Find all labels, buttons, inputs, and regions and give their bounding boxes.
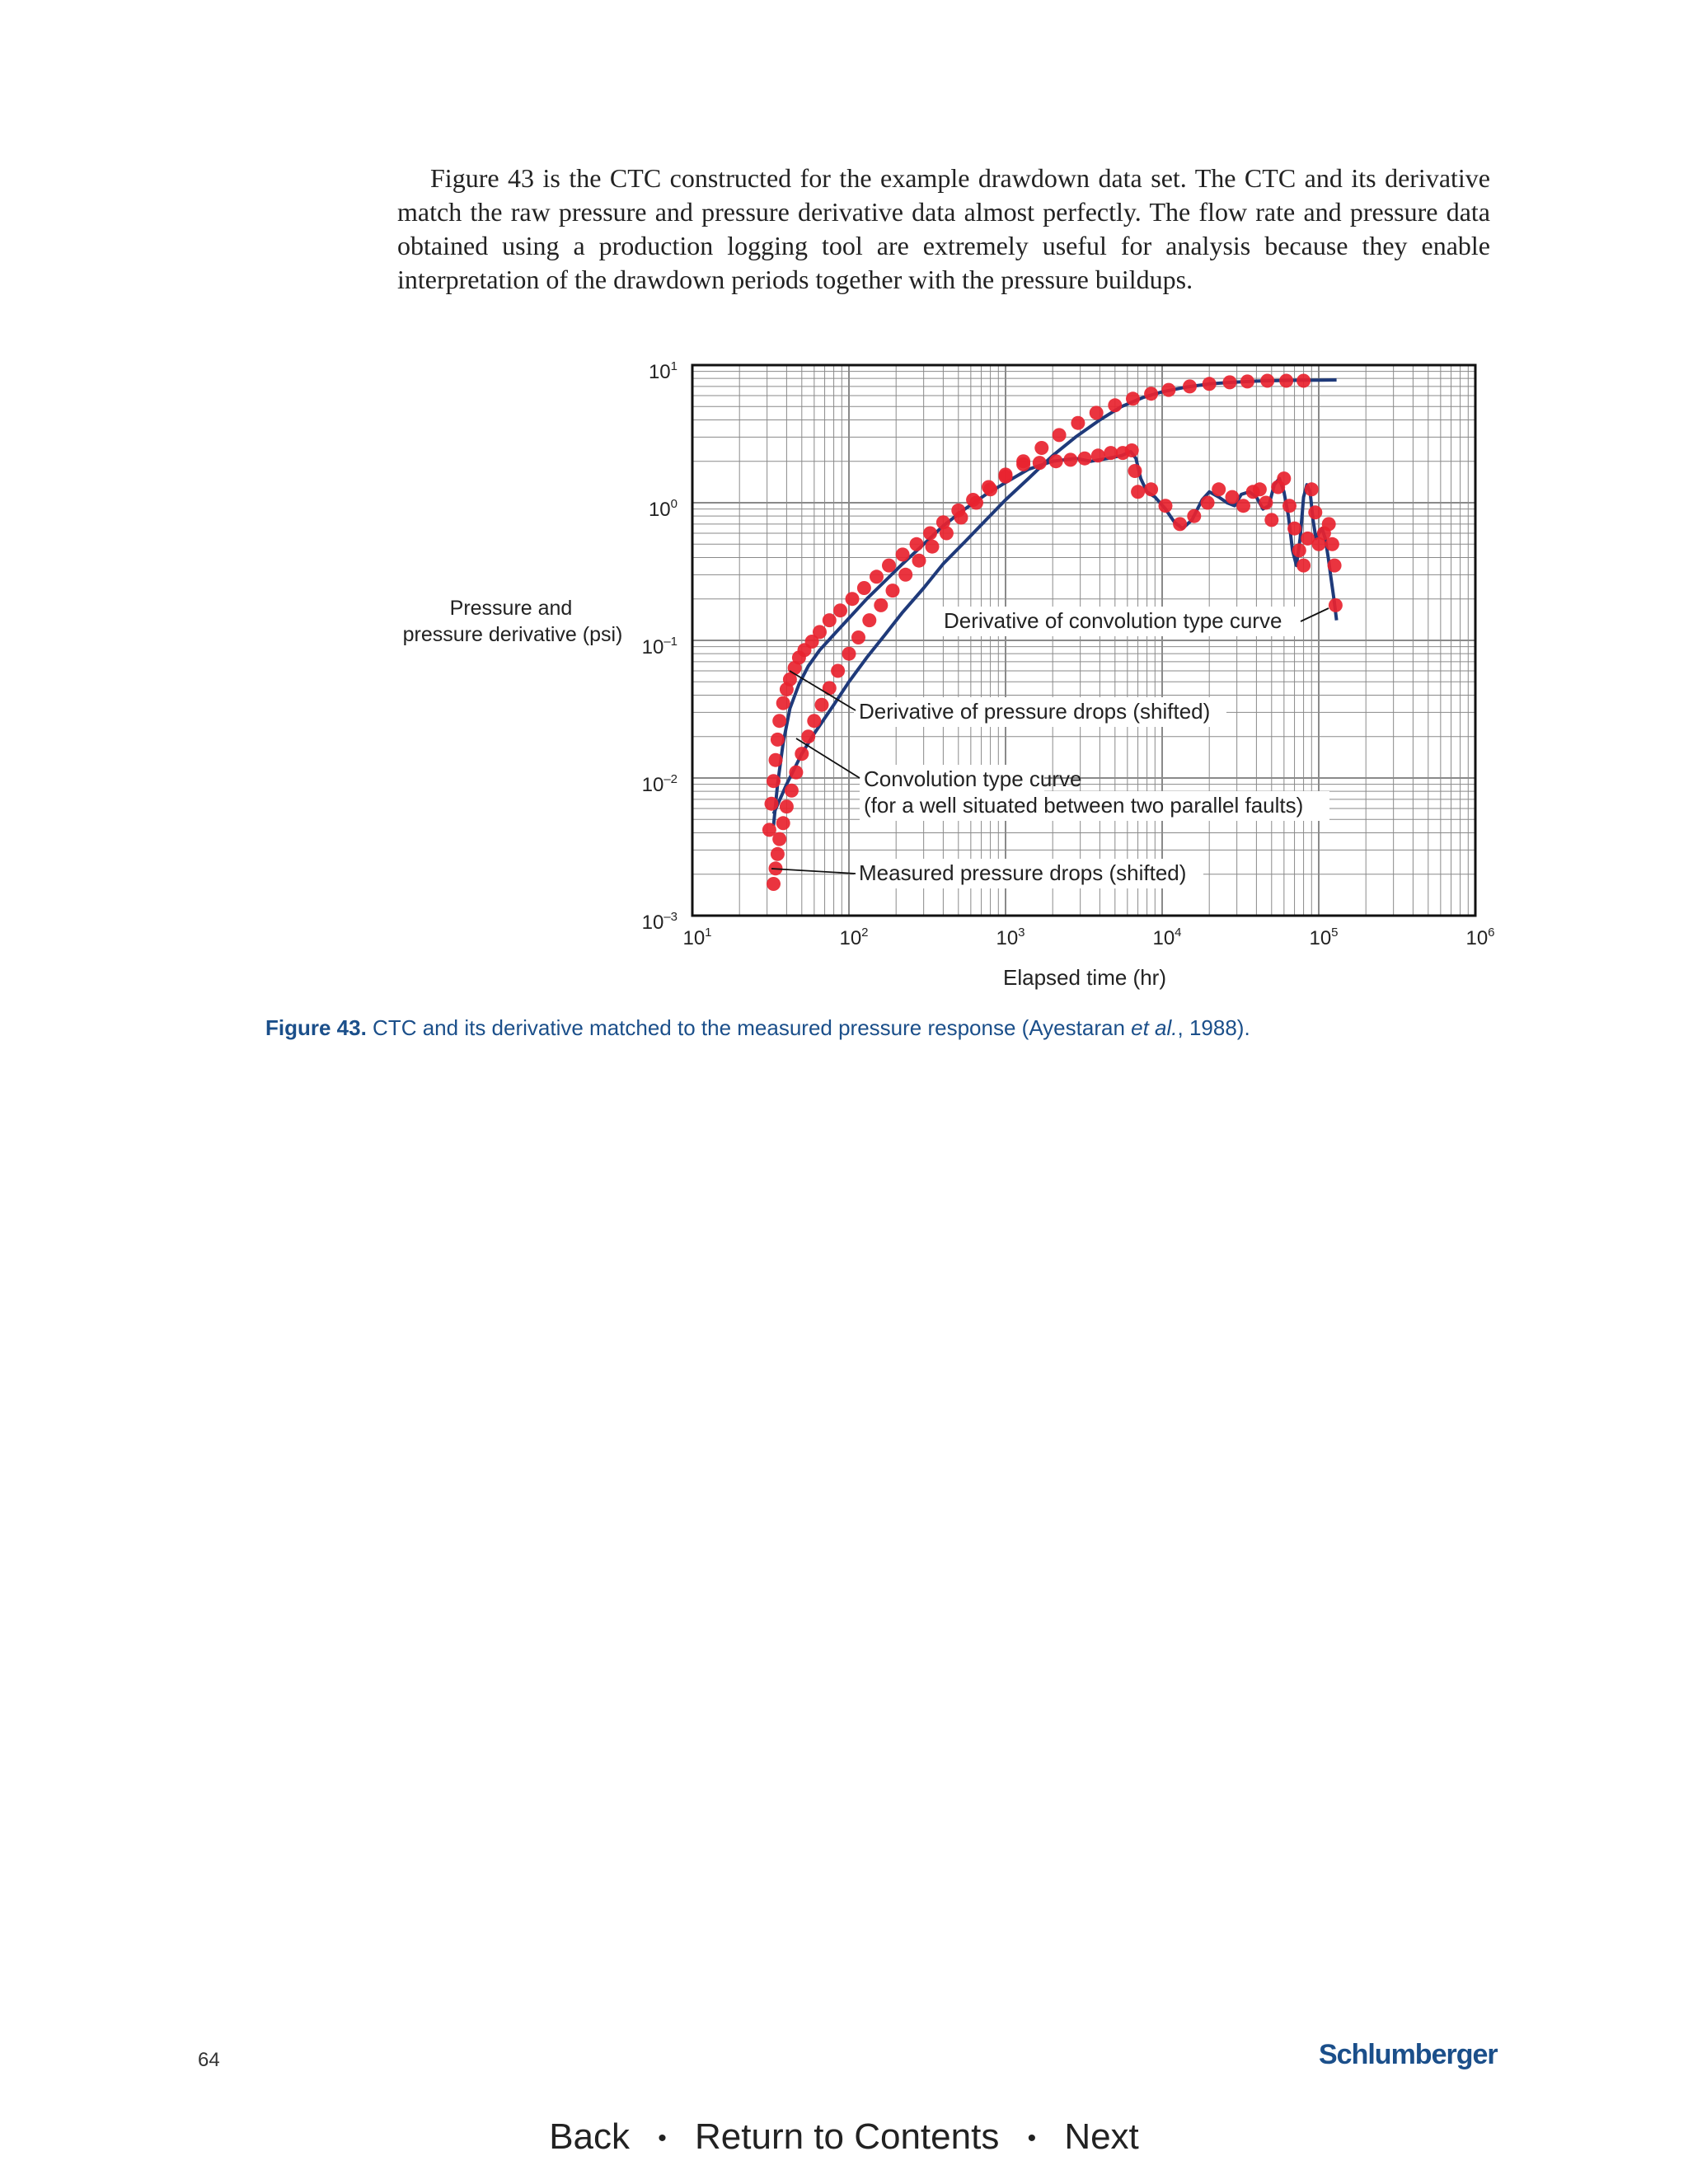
nav-separator: • bbox=[1027, 2125, 1037, 2153]
x-tick-base: 10 bbox=[1465, 927, 1489, 949]
data-point-derivative-of-pressure-drops-shifted bbox=[813, 625, 827, 639]
y-axis-label-line1: Pressure and bbox=[449, 597, 573, 620]
x-tick-base: 10 bbox=[1152, 927, 1175, 949]
data-point-derivative-of-pressure-drops-shifted bbox=[1187, 509, 1201, 523]
data-point-measured-pressure-drops-shifted bbox=[898, 568, 912, 582]
data-point-derivative-of-pressure-drops-shifted bbox=[1226, 490, 1240, 504]
data-point-measured-pressure-drops-shifted bbox=[771, 847, 785, 861]
data-point-measured-pressure-drops-shifted bbox=[815, 698, 829, 712]
data-point-measured-pressure-drops-shifted bbox=[874, 598, 888, 612]
data-point-derivative-of-pressure-drops-shifted bbox=[1329, 598, 1343, 612]
data-point-derivative-of-pressure-drops-shifted bbox=[772, 714, 786, 728]
data-point-derivative-of-pressure-drops-shifted bbox=[882, 559, 896, 573]
data-point-measured-pressure-drops-shifted bbox=[789, 766, 803, 780]
data-point-measured-pressure-drops-shifted bbox=[831, 664, 845, 678]
data-point-derivative-of-pressure-drops-shifted bbox=[1253, 482, 1267, 496]
data-point-derivative-of-pressure-drops-shifted bbox=[771, 733, 785, 747]
data-point-derivative-of-pressure-drops-shifted bbox=[870, 569, 884, 583]
y-tick-base: 10 bbox=[641, 636, 664, 658]
x-tick-base: 10 bbox=[682, 927, 706, 949]
data-point-measured-pressure-drops-shifted bbox=[1126, 391, 1140, 405]
data-point-derivative-of-pressure-drops-shifted bbox=[1159, 499, 1173, 513]
x-tick-base: 10 bbox=[839, 927, 862, 949]
data-point-derivative-of-pressure-drops-shifted bbox=[1033, 456, 1047, 470]
x-tick-exponent: 4 bbox=[1175, 926, 1182, 940]
data-point-derivative-of-pressure-drops-shifted bbox=[936, 515, 950, 529]
leader-measured-drops bbox=[771, 869, 856, 874]
chart-figure bbox=[0, 0, 1688, 1014]
caption-figure-number: Figure 43. bbox=[265, 1015, 367, 1040]
data-point-derivative-of-pressure-drops-shifted bbox=[765, 797, 779, 811]
data-point-derivative-of-pressure-drops-shifted bbox=[846, 592, 860, 606]
data-point-measured-pressure-drops-shifted bbox=[1053, 428, 1067, 442]
y-tick-exponent: –3 bbox=[663, 910, 678, 924]
next-link[interactable]: Next bbox=[1064, 2116, 1139, 2157]
y-tick-labels bbox=[642, 359, 678, 934]
data-point-measured-pressure-drops-shifted bbox=[1034, 441, 1048, 455]
y-tick-exponent: 0 bbox=[670, 497, 678, 511]
data-point-derivative-of-pressure-drops-shifted bbox=[923, 527, 937, 541]
x-tick-labels bbox=[682, 926, 1494, 949]
data-point-derivative-of-pressure-drops-shifted bbox=[999, 467, 1013, 481]
data-point-derivative-of-pressure-drops-shifted bbox=[1016, 457, 1030, 471]
y-tick-label bbox=[649, 497, 678, 521]
y-tick-exponent: 1 bbox=[670, 359, 678, 373]
data-point-derivative-of-pressure-drops-shifted bbox=[1144, 482, 1158, 496]
data-point-derivative-of-pressure-drops-shifted bbox=[1325, 537, 1339, 551]
x-tick-label bbox=[1309, 926, 1338, 949]
data-point-derivative-of-pressure-drops-shifted bbox=[833, 603, 847, 617]
y-tick-label bbox=[642, 772, 678, 796]
annotation-measured-drops: Measured pressure drops (shifted) bbox=[859, 860, 1187, 885]
data-point-measured-pressure-drops-shifted bbox=[862, 613, 876, 627]
data-point-derivative-of-pressure-drops-shifted bbox=[1201, 496, 1215, 510]
data-point-derivative-of-pressure-drops-shifted bbox=[951, 504, 965, 518]
data-point-derivative-of-pressure-drops-shifted bbox=[1328, 559, 1342, 573]
y-tick-base: 10 bbox=[648, 361, 671, 383]
x-tick-label bbox=[1152, 926, 1181, 949]
y-tick-label bbox=[649, 359, 678, 383]
x-tick-exponent: 6 bbox=[1488, 926, 1495, 940]
x-tick-exponent: 1 bbox=[705, 926, 712, 940]
data-point-derivative-of-pressure-drops-shifted bbox=[896, 547, 910, 561]
data-point-derivative-of-pressure-drops-shifted bbox=[769, 753, 783, 767]
data-point-measured-pressure-drops-shifted bbox=[1090, 405, 1104, 419]
data-point-derivative-of-pressure-drops-shifted bbox=[910, 537, 924, 551]
data-point-measured-pressure-drops-shifted bbox=[767, 877, 781, 891]
x-tick-exponent: 5 bbox=[1331, 926, 1339, 940]
return-to-contents-link[interactable]: Return to Contents bbox=[695, 2116, 1000, 2157]
page-navigation bbox=[0, 2116, 1688, 2158]
data-point-derivative-of-pressure-drops-shifted bbox=[1264, 513, 1278, 527]
data-point-derivative-of-pressure-drops-shifted bbox=[1287, 522, 1301, 536]
data-point-derivative-of-pressure-drops-shifted bbox=[762, 823, 776, 837]
data-point-derivative-of-pressure-drops-shifted bbox=[1236, 499, 1250, 513]
data-point-derivative-of-pressure-drops-shifted bbox=[1212, 482, 1226, 496]
x-tick-exponent: 2 bbox=[861, 926, 869, 940]
data-point-derivative-of-pressure-drops-shifted bbox=[1063, 452, 1077, 466]
data-point-derivative-of-pressure-drops-shifted bbox=[982, 480, 996, 494]
back-link[interactable]: Back bbox=[549, 2116, 631, 2157]
data-point-measured-pressure-drops-shifted bbox=[795, 747, 809, 761]
data-point-measured-pressure-drops-shifted bbox=[1071, 416, 1085, 430]
data-point-derivative-of-pressure-drops-shifted bbox=[1125, 443, 1139, 457]
data-point-derivative-of-pressure-drops-shifted bbox=[767, 774, 781, 788]
data-point-measured-pressure-drops-shifted bbox=[842, 647, 856, 661]
data-point-measured-pressure-drops-shifted bbox=[1223, 375, 1237, 389]
data-point-derivative-of-pressure-drops-shifted bbox=[1308, 505, 1322, 519]
y-tick-label bbox=[642, 635, 678, 658]
data-point-derivative-of-pressure-drops-shifted bbox=[1131, 485, 1145, 499]
y-tick-base: 10 bbox=[641, 774, 664, 796]
data-point-measured-pressure-drops-shifted bbox=[1296, 374, 1311, 388]
data-point-measured-pressure-drops-shifted bbox=[1144, 387, 1158, 401]
data-point-measured-pressure-drops-shifted bbox=[780, 799, 794, 813]
data-point-derivative-of-pressure-drops-shifted bbox=[1259, 496, 1273, 510]
data-point-measured-pressure-drops-shifted bbox=[912, 554, 926, 568]
leader-layer bbox=[771, 608, 1329, 874]
data-point-derivative-of-pressure-drops-shifted bbox=[1322, 517, 1336, 531]
data-point-measured-pressure-drops-shifted bbox=[1161, 383, 1175, 397]
data-point-derivative-of-pressure-drops-shifted bbox=[776, 696, 790, 710]
annotation-derivative-ctc: Derivative of convolution type curve bbox=[944, 608, 1282, 633]
data-point-derivative-of-pressure-drops-shifted bbox=[1305, 482, 1319, 496]
data-point-derivative-of-pressure-drops-shifted bbox=[1296, 559, 1311, 573]
x-tick-label bbox=[682, 926, 711, 949]
data-point-measured-pressure-drops-shifted bbox=[1260, 374, 1274, 388]
nav-separator: • bbox=[658, 2125, 667, 2153]
x-tick-base: 10 bbox=[996, 927, 1019, 949]
data-point-derivative-of-pressure-drops-shifted bbox=[1091, 448, 1105, 462]
annotation-derivative-drops: Derivative of pressure drops (shifted) bbox=[859, 699, 1211, 724]
y-tick-base: 10 bbox=[641, 912, 664, 934]
figure-caption bbox=[265, 1015, 1485, 1041]
data-point-derivative-of-pressure-drops-shifted bbox=[823, 613, 837, 627]
data-point-derivative-of-pressure-drops-shifted bbox=[1049, 454, 1063, 468]
data-point-measured-pressure-drops-shifted bbox=[1279, 374, 1293, 388]
x-tick-label bbox=[1465, 926, 1494, 949]
caption-text: CTC and its derivative matched to the measured pressure response (Ayestaran bbox=[366, 1015, 1132, 1040]
x-tick-base: 10 bbox=[1309, 927, 1332, 949]
data-point-measured-pressure-drops-shifted bbox=[1240, 374, 1254, 388]
data-point-derivative-of-pressure-drops-shifted bbox=[1292, 543, 1306, 557]
y-tick-exponent: –1 bbox=[663, 635, 678, 649]
caption-italic: et al. bbox=[1131, 1015, 1178, 1040]
data-point-measured-pressure-drops-shifted bbox=[807, 714, 821, 728]
data-point-derivative-of-pressure-drops-shifted bbox=[857, 581, 871, 595]
annotation-ctc-line1: Convolution type curve bbox=[864, 766, 1082, 791]
x-tick-exponent: 3 bbox=[1018, 926, 1025, 940]
data-point-measured-pressure-drops-shifted bbox=[776, 816, 790, 830]
x-tick-label bbox=[996, 926, 1025, 949]
caption-text-end: , 1988). bbox=[1177, 1015, 1250, 1040]
data-point-derivative-of-pressure-drops-shifted bbox=[1277, 471, 1291, 485]
data-point-derivative-of-pressure-drops-shifted bbox=[1128, 464, 1142, 478]
data-point-measured-pressure-drops-shifted bbox=[823, 681, 837, 695]
page-number: 64 bbox=[198, 2049, 220, 2071]
x-tick-label bbox=[839, 926, 868, 949]
y-tick-base: 10 bbox=[648, 499, 671, 521]
y-axis-label-line2: pressure derivative (psi) bbox=[402, 623, 623, 646]
schlumberger-logo: Schlumberger bbox=[1319, 2039, 1498, 2070]
data-point-derivative-of-pressure-drops-shifted bbox=[1078, 452, 1092, 466]
data-point-derivative-of-pressure-drops-shifted bbox=[1282, 499, 1296, 513]
data-point-measured-pressure-drops-shifted bbox=[801, 729, 815, 743]
leader-derivative-ctc bbox=[1301, 608, 1329, 621]
y-tick-exponent: –2 bbox=[663, 772, 678, 786]
data-point-measured-pressure-drops-shifted bbox=[1183, 379, 1197, 393]
data-point-measured-pressure-drops-shifted bbox=[1108, 398, 1122, 412]
data-point-measured-pressure-drops-shifted bbox=[926, 540, 940, 554]
body-paragraph: Figure 43 is the CTC constructed for the example drawdown data set. The CTC and its derivative match the raw pressure and pressure derivative data almost perfectly. The flow rate and pressure data obtained using a production logging tool are extremely useful for analysis because they enable interpretation of the drawdown periods together with the pressure buildups. bbox=[397, 163, 1490, 294]
data-point-measured-pressure-drops-shifted bbox=[785, 784, 799, 798]
annotation-ctc-line2: (for a well situated between two parallel faults) bbox=[864, 793, 1304, 818]
x-axis-label: Elapsed time (hr) bbox=[1003, 965, 1166, 990]
data-point-derivative-of-pressure-drops-shifted bbox=[1173, 517, 1187, 531]
y-tick-label bbox=[642, 910, 678, 934]
data-point-measured-pressure-drops-shifted bbox=[886, 583, 900, 598]
data-point-measured-pressure-drops-shifted bbox=[1203, 377, 1217, 391]
data-point-measured-pressure-drops-shifted bbox=[851, 630, 865, 644]
data-point-derivative-of-pressure-drops-shifted bbox=[966, 493, 980, 507]
data-point-derivative-of-pressure-drops-shifted bbox=[1104, 446, 1118, 460]
